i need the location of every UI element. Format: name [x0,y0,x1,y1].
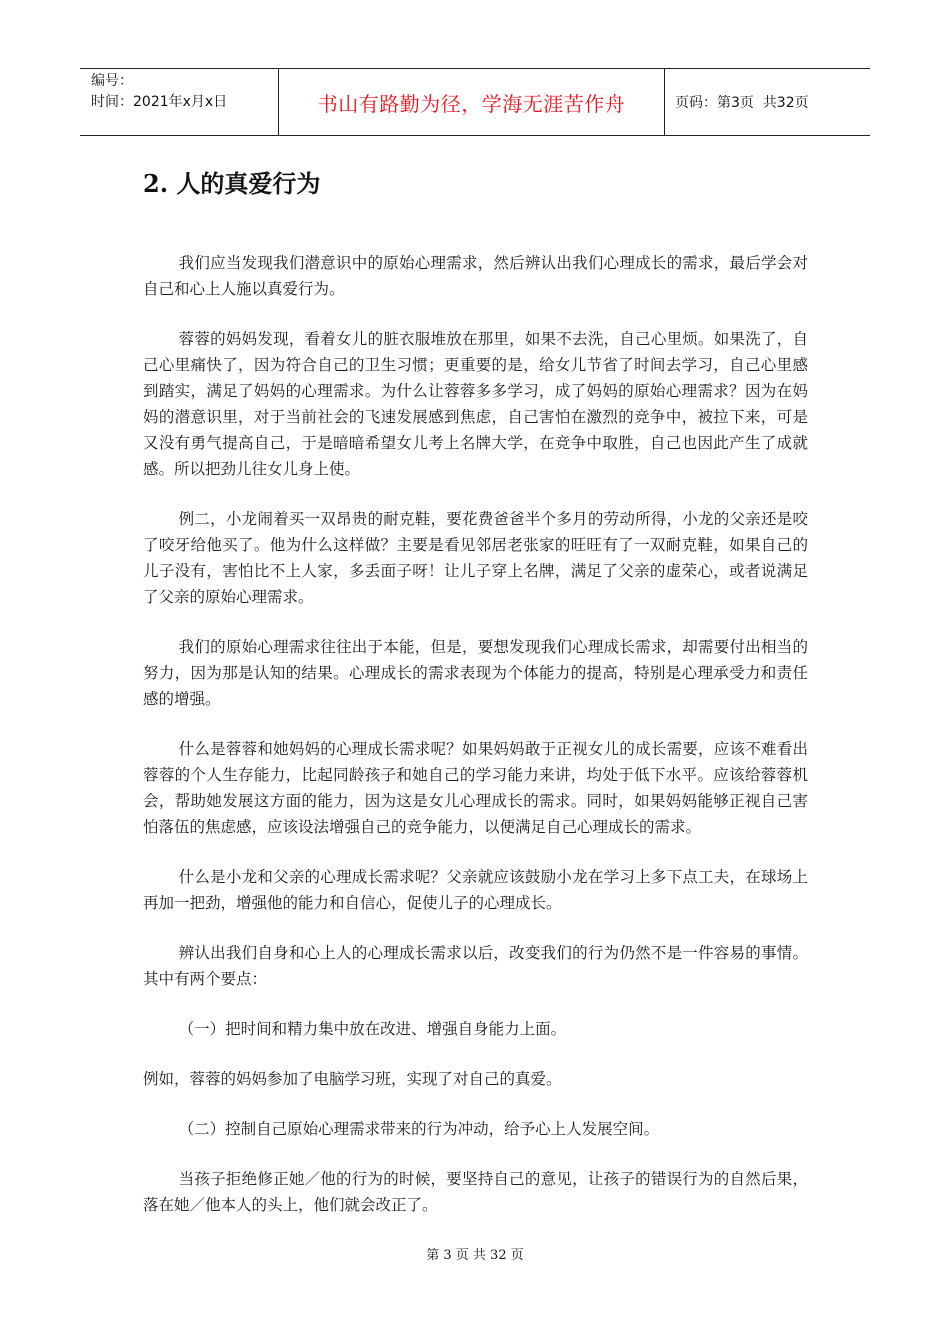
paragraph: 当孩子拒绝修正她／他的行为的时候，要坚持自己的意见，让孩子的错误行为的自然后果，落在她／他本人的头上，他们就会改正了。 [143,1170,808,1214]
paragraph: 什么是蓉蓉和她妈妈的心理成长需求呢？如果妈妈敢于正视女儿的成长需要，应该不难看出蓉蓉的个人生存能力，比起同龄孩子和她自己的学习能力来讲，均处于低下水平。应该给蓉蓉机会，帮助她发展这方面的能力，因为这是女儿心理成长的需求。同时，如果妈妈能够正视自己害怕落伍的焦虑感，应该设法增强自己的竞争能力，以便满足自己心理成长的需求。 [143,740,808,836]
paragraph: 辨认出我们自身和心上人的心理成长需求以后，改变我们的行为仍然不是一件容易的事情。其中有两个要点： [143,944,808,988]
page-footer: 第 3 页 共 32 页 [426,1248,524,1263]
header-motto: 书山有路勤为径，学海无涯苦作舟 [279,69,665,135]
paragraph: 蓉蓉的妈妈发现，看着女儿的脏衣服堆放在那里，如果不去洗，自己心里烦。如果洗了，自己心里痛快了，因为符合自己的卫生习惯；更重要的是，给女儿节省了时间去学习，自己心里感到踏实，满足了妈妈的心理需求。为什么让蓉蓉多多学习，成了妈妈的原始心理需求？因为在妈妈的潜意识里，对于当前社会的飞速发展感到焦虑，自己害怕在激烈的竞争中，被拉下来，可是又没有勇气提高自己，于是暗暗希望女儿考上名牌大学，在竞争中取胜，自己也因此产生了成就感。所以把劲儿往女儿身上使。 [143,330,808,478]
header-page-code: 页码：第3页 共32页 [675,95,809,111]
paragraph: （一）把时间和精力集中放在改进、增强自身能力上面。 [178,1020,567,1038]
paragraph: 例二，小龙闹着买一双昂贵的耐克鞋，要花费爸爸半个多月的劳动所得，小龙的父亲还是咬了咬牙给他买了。他为什么这样做？主要是看见邻居老张家的旺旺有了一双耐克鞋，如果自己的儿子没有，害怕比不上人家，多丢面子呀！让儿子穿上名牌，满足了父亲的虚荣心，或者说满足了父亲的原始心理需求。 [143,510,808,606]
number-label: 编号： [91,73,133,89]
body-text [143,250,808,1242]
time-label: 时间：2021年x月x日 [91,94,228,110]
paragraph: 我们的原始心理需求往往出于本能，但是，要想发现我们心理成长需求，却需要付出相当的努力，因为那是认知的结果。心理成长的需求表现为个体能力的提高，特别是心理承受力和责任感的增强。 [143,638,808,708]
paragraph: 我们应当发现我们潜意识中的原始心理需求，然后辨认出我们心理成长的需求，最后学会对自己和心上人施以真爱行为。 [143,254,808,298]
paragraph: 什么是小龙和父亲的心理成长需求呢？父亲就应该鼓励小龙在学习上多下点工夫，在球场上再加一把劲，增强他的能力和自信心，促使儿子的心理成长。 [143,868,808,912]
section-title: 2. 人的真爱行为 [143,169,321,198]
paragraph: 例如，蓉蓉的妈妈参加了电脑学习班，实现了对自己的真爱。 [143,1070,562,1088]
paragraph: （二）控制自己原始心理需求带来的行为冲动，给予心上人发展空间。 [178,1120,660,1138]
page-header [80,68,870,136]
header-info-cell [80,69,279,135]
